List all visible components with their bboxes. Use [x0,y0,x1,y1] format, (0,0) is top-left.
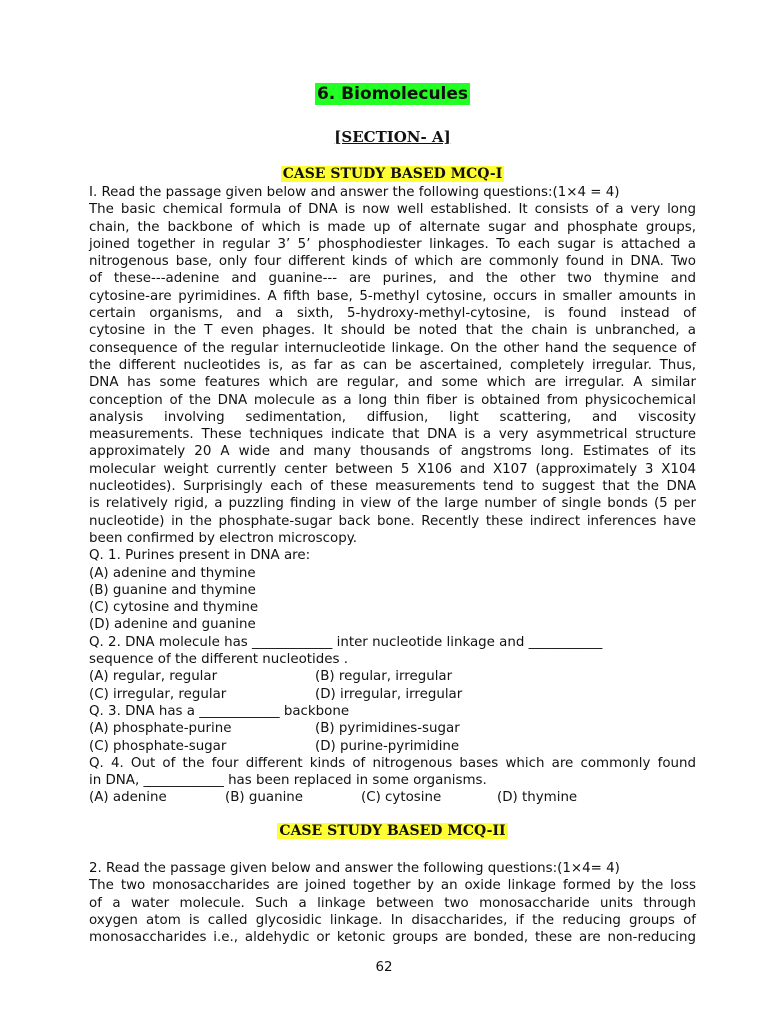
question-text: Q. 3. DNA has a ____________ backbone [89,703,350,719]
option: (A) regular, regular [89,669,218,685]
option: (C) cytosine and thymine [89,600,259,616]
option-row [89,668,696,685]
passage-line: is relatively rigid, a puzzling finding in view of the large number of single bonds (5 per [89,496,696,512]
option: (B) guanine and thymine [89,582,256,598]
passage-line: certain organisms, and a sixth, 5-hydroxy-methyl-cytosine, is found instead of [89,306,696,322]
option: (B) regular, irregular [315,669,453,685]
option: (B) guanine [225,790,304,806]
passage-line: cytosine in the T even phages. It should be noted that the chain is unbranched, a [89,323,696,339]
question-2 [89,634,696,703]
option: (B) pyrimidines-sugar [315,721,460,737]
question-4 [89,755,696,807]
chapter-title: 6. Biomolecules [316,84,469,104]
passage-line: measurements. These techniques indicate that DNA is a very asymmetrical structure [89,427,696,443]
option: (A) phosphate-purine [89,721,232,737]
option-row [89,789,696,806]
option-row [89,686,696,703]
passage-line: conception of the DNA molecule as a long thin fiber is obtained from physicochemical [89,392,696,408]
option: (D) adenine and guanine [89,617,256,633]
option: (A) adenine [89,790,167,806]
option-row [89,738,696,755]
passage-line: nucleotides). Surprisingly each of these measurements tend to suggest that the DNA [89,479,696,495]
passage-line: The two monosaccharides are joined together by an oxide linkage formed by the loss [89,878,696,894]
passage-line: nitrogenous base, only four different kinds of which are commonly found in DNA. Two [89,254,696,270]
passage-line: cytosine-are pyrimidines. A fifth base, 5-methyl cytosine, occurs in smaller amounts in [89,288,696,304]
option: (C) phosphate-sugar [89,738,227,754]
passage-line: the different nucleotides is, as far as can be ascertained, completely irregular. Thus, [89,357,696,373]
option: (D) irregular, irregular [315,686,463,702]
passage-line: molecular weight currently center between 5 X106 and X107 (approximately 3 X104 [89,461,696,477]
instruction: I. Read the passage given below and answer the following questions:(1×4 = 4) [89,185,620,200]
passage-line: chain, the backbone of which is made up of alternate sugar and phosphate groups, [89,219,696,235]
case-study-2-heading: CASE STUDY BASED MCQ-II [279,823,506,839]
passage-line: monosaccharides i.e., aldehydic or ketonic groups are bonded, these are non-reducing [89,930,696,946]
passage-line: approximately 20 A wide and many thousands of angstroms long. Estimates of its [89,444,696,460]
passage-line: consequence of the regular internucleotide linkage. On the other hand the sequence of [89,340,696,356]
option: (D) purine-pyrimidine [315,738,460,754]
passage-line: analysis involving sedimentation, diffusion, light scattering, and viscosity [89,409,696,425]
passage-line: nucleotide) in the phosphate-sugar back bone. Recently these indirect inferences have [89,513,696,529]
section-title: [SECTION- A] [334,128,451,146]
question-text: Q. 4. Out of the four different kinds of nitrogenous bases which are commonly found [89,755,696,771]
case-study-1-body [89,184,696,807]
passage-line: DNA has some features which are regular, and some which are irregular. A similar [89,375,696,391]
question-3 [89,703,696,755]
passage-line: of these---adenine and guanine--- are purines, and the other two thymine and [89,271,696,287]
option: (C) cytosine [361,790,442,806]
question-1 [89,547,696,633]
case-study-1-heading: CASE STUDY BASED MCQ-I [282,166,503,182]
passage-line: been confirmed by electron microscopy. [89,530,357,546]
question-text: Q. 1. Purines present in DNA are: [89,548,311,564]
option: (A) adenine and thymine [89,565,256,581]
option-row [89,720,696,737]
passage-line: oxygen atom is called glycosidic linkage. In disaccharides, if the reducing groups of [89,912,696,928]
passage [89,201,696,547]
passage-line: The basic chemical formula of DNA is now well established. It consists of a very long [89,202,696,218]
passage-line: of a water molecule. Such a linkage between two monosaccharide units through [89,895,696,911]
case-study-2-body [89,860,696,946]
option: (C) irregular, regular [89,686,227,702]
passage-line: joined together in regular 3’ 5’ phosphodiester linkages. To each sugar is attached a [89,236,696,252]
question-text: Q. 2. DNA molecule has ____________ inter nucleotide linkage and ___________ [89,634,603,650]
question-text: sequence of the different nucleotides . [89,652,348,668]
question-text: in DNA, ____________ has been replaced in some organisms. [89,773,487,789]
option: (D) thymine [497,790,578,806]
instruction: 2. Read the passage given below and answer the following questions:(1×4= 4) [89,861,620,876]
page-number: 62 [375,960,393,975]
